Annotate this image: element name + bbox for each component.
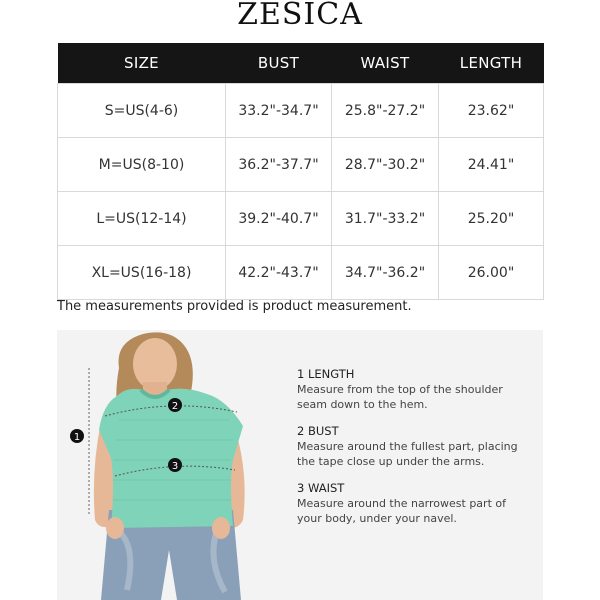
- length-marker: [70, 429, 84, 443]
- table-row: [58, 138, 544, 192]
- length-cell: 23.62": [439, 84, 544, 138]
- column-header-waist: WAIST: [332, 43, 439, 84]
- step-description-line: the tape close up under the arms.: [297, 455, 485, 468]
- size-cell: S=US(4-6): [58, 84, 226, 138]
- step-description-line: seam down to the hem.: [297, 398, 428, 411]
- column-header-size: SIZE: [58, 43, 226, 84]
- size-cell: L=US(12-14): [58, 192, 226, 246]
- bust-cell: 42.2"-43.7": [226, 246, 332, 300]
- size-chart-table: [57, 43, 544, 300]
- step-title: 2 BUST: [297, 424, 339, 438]
- measurement-steps: [297, 367, 537, 538]
- waist-cell: 34.7"-36.2": [332, 246, 439, 300]
- left-hand-shape: [106, 517, 124, 539]
- step-description-line: your body, under your navel.: [297, 512, 457, 525]
- brand-logo: ZESICA: [237, 0, 363, 32]
- waist-cell: 31.7"-33.2": [332, 192, 439, 246]
- length-cell: 26.00": [439, 246, 544, 300]
- bust-cell: 33.2"-34.7": [226, 84, 332, 138]
- right-hand-shape: [212, 517, 230, 539]
- table-row: [58, 192, 544, 246]
- bust-marker: [168, 398, 182, 412]
- step-description-line: Measure around the narrowest part of: [297, 497, 506, 510]
- step-waist: [297, 481, 537, 526]
- table-row: [58, 84, 544, 138]
- model-illustration: [57, 330, 287, 600]
- length-cell: 24.41": [439, 138, 544, 192]
- step-length: [297, 367, 537, 412]
- bust-cell: 36.2"-37.7": [226, 138, 332, 192]
- column-header-length: LENGTH: [439, 43, 544, 84]
- measurement-guide-panel: [57, 330, 543, 600]
- step-bust: [297, 424, 537, 469]
- measurement-note: The measurements provided is product measurement.: [57, 299, 412, 314]
- step-title: 1 LENGTH: [297, 367, 355, 381]
- step-title: 3 WAIST: [297, 481, 345, 495]
- table-row: [58, 246, 544, 300]
- column-header-bust: BUST: [226, 43, 332, 84]
- length-marker-label: 1: [73, 432, 81, 443]
- size-cell: M=US(8-10): [58, 138, 226, 192]
- bust-marker-label: 2: [171, 401, 179, 412]
- step-description-line: Measure around the fullest part, placing: [297, 440, 518, 453]
- waist-marker: [168, 458, 182, 472]
- waist-marker-label: 3: [171, 461, 179, 472]
- table-header-row: [58, 43, 544, 84]
- length-cell: 25.20": [439, 192, 544, 246]
- bust-cell: 39.2"-40.7": [226, 192, 332, 246]
- waist-cell: 28.7"-30.2": [332, 138, 439, 192]
- size-cell: XL=US(16-18): [58, 246, 226, 300]
- waist-cell: 25.8"-27.2": [332, 84, 439, 138]
- step-description-line: Measure from the top of the shoulder: [297, 383, 503, 396]
